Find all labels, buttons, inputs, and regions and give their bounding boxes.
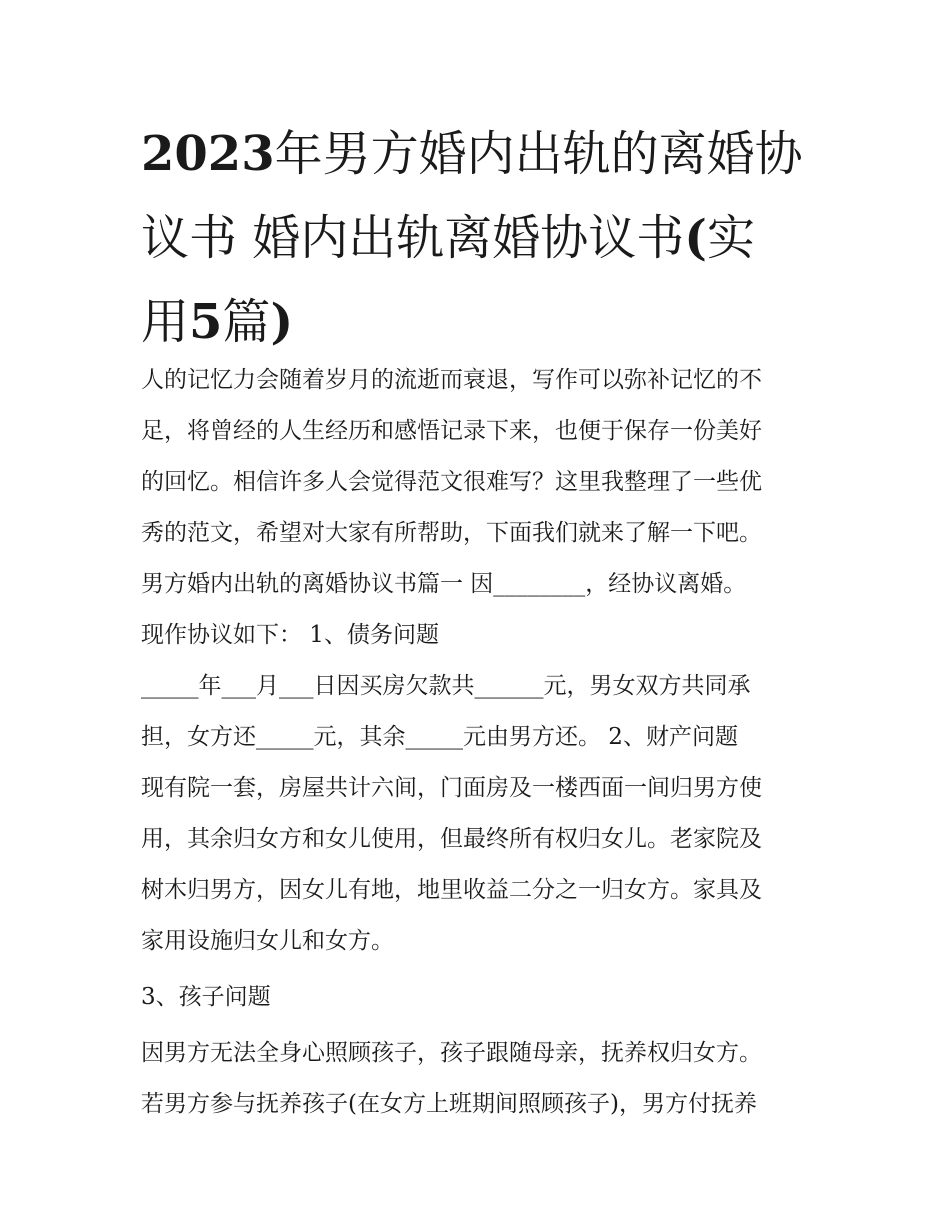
- body-line: 人的记忆力会随着岁月的流逝而衰退，写作可以弥补记忆的不: [141, 367, 762, 393]
- body-line: 用，其余归女方和女儿使用，但最终所有权归女儿。老家院及: [141, 826, 762, 852]
- body-line: 因男方无法全身心照顾孩子，孩子跟随母亲，抚养权归女方。: [141, 1040, 762, 1066]
- body-line: 现有院一套，房屋共计六间，门面房及一楼西面一间归男方使: [141, 775, 762, 801]
- document-body: [141, 355, 831, 1130]
- body-line: 的回忆。相信许多人会觉得范文很难写？这里我整理了一些优: [141, 469, 762, 495]
- title-latin-run: 5: [189, 294, 223, 350]
- document-title: [141, 112, 821, 364]
- title-latin-run: 2023: [141, 126, 275, 182]
- title-line-3: 用5篇): [141, 294, 294, 350]
- title-line-1: 2023年男方婚内出轨的离婚协: [141, 126, 803, 182]
- title-line-2: 议书 婚内出轨离婚协议书(实: [141, 210, 755, 266]
- body-line: 现作协议如下： 1、债务问题: [141, 622, 439, 648]
- body-line: 树木归男方，因女儿有地，地里收益二分之一归女方。家具及: [141, 877, 762, 903]
- body-line: 家用设施归女儿和女方。: [141, 928, 394, 954]
- body-line: 男方婚内出轨的离婚协议书篇一 因________，经协议离婚。: [141, 571, 747, 597]
- title-latin-run: ): [270, 294, 294, 350]
- body-line: 足，将曾经的人生经历和感悟记录下来，也便于保存一份美好: [141, 418, 762, 444]
- body-line: 秀的范文，希望对大家有所帮助，下面我们就来了解一下吧。: [141, 520, 762, 546]
- body-line: _____年___月___日因买房欠款共______元，男女双方共同承: [141, 673, 751, 699]
- title-latin-run: (: [684, 210, 707, 266]
- section-heading: 3、孩子问题: [141, 984, 271, 1010]
- body-line: 若男方参与抚养孩子(在女方上班期间照顾孩子)，男方付抚养: [141, 1091, 757, 1117]
- body-line: 担，女方还_____元，其余_____元由男方还。 2、财产问题: [141, 724, 738, 750]
